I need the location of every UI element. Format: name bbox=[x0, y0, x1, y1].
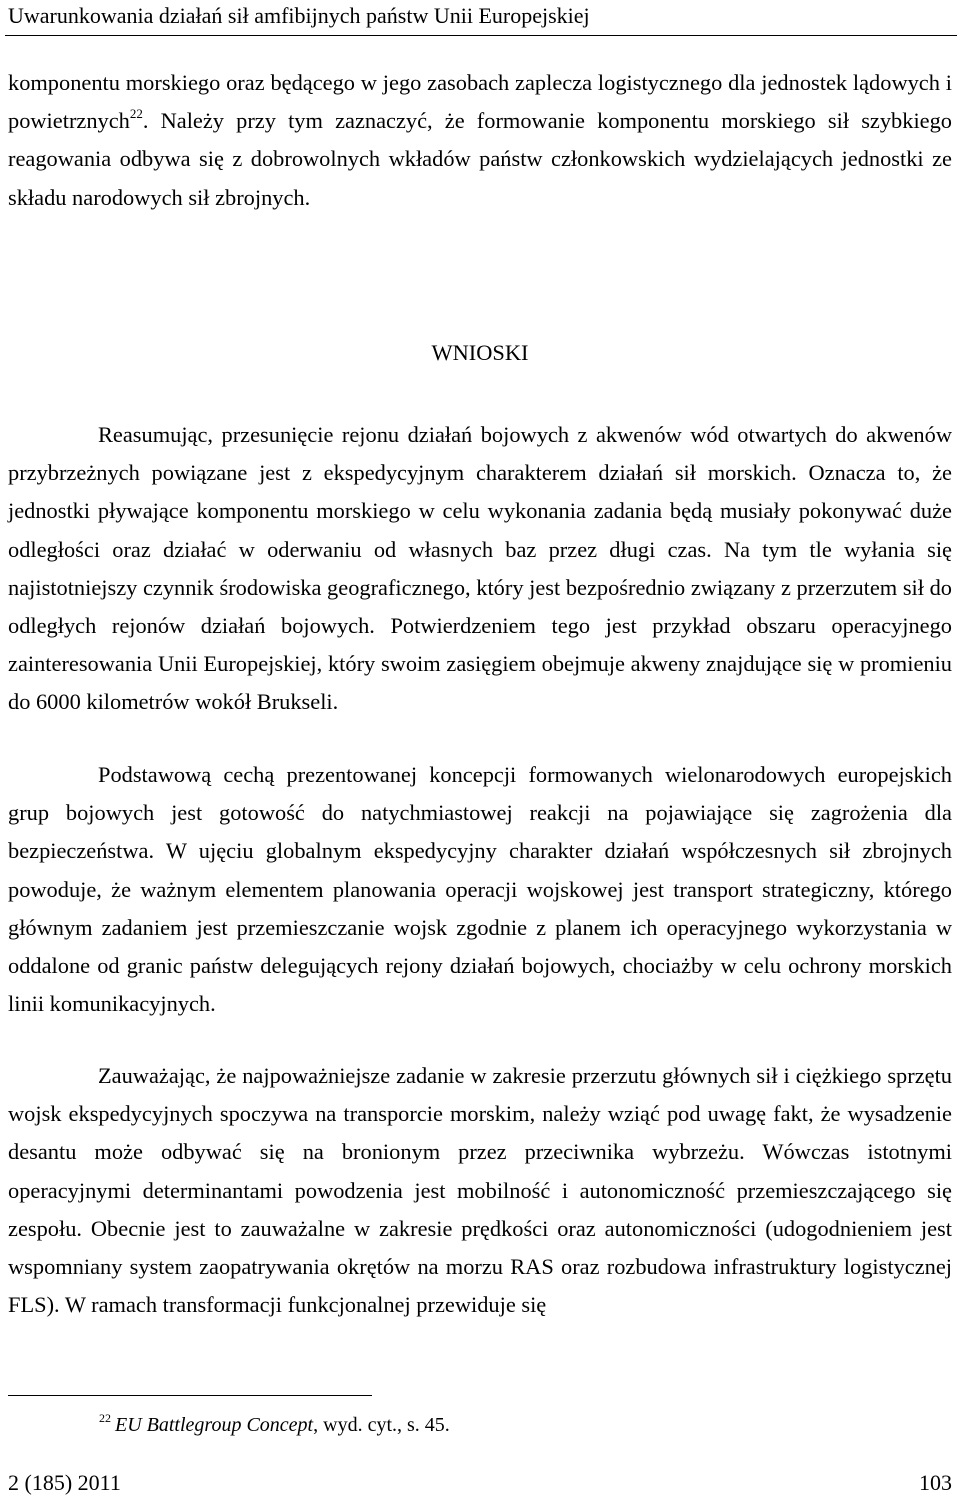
paragraph-conclusions-1: Reasumując, przesunięcie rejonu działań bojowych z akwenów wód otwartych do akwenów przybrzeżnych powiązane jest z ekspedycyjnym charakterem działań sił morskich. Oznacza to, że jednostki pływające komponentu morskiego w celu wykonania zadania będą musiały pokonywać duże odległości oraz działać w oderwaniu od własnych baz przez długi czas. Na tym tle wyłania się najistotniejszy czynnik środowiska geograficznego, który jest bezpośrednio związany z przerzutem sił do odległych rejonów działań bojowych. Potwierdzeniem tego jest przykład obszaru operacyjnego zainteresowania Unii Europejskiej, który swoim zasięgiem obejmuje akweny znajdujące się w promieniu do 6000 kilometrów wokół Brukseli. bbox=[8, 422, 952, 715]
paragraph-intro-text-2: . Należy przy tym zaznaczyć, że formowanie komponentu morskiego sił szybkiego reagowania odbywa się z dobrowolnych wkładów państw członkowskich wydzielających jednostki ze składu narodowych sił zbrojnych. bbox=[8, 108, 952, 210]
page-number: 103 bbox=[919, 1470, 952, 1495]
footnote-citation: , wyd. cyt., s. 45. bbox=[313, 1414, 450, 1436]
footnote-number: 22 bbox=[99, 1411, 111, 1425]
header-rule bbox=[5, 35, 957, 36]
footnote-title: EU Battlegroup Concept bbox=[115, 1414, 314, 1436]
running-title: Uwarunkowania działań sił amfibijnych państw Unii Europejskiej bbox=[8, 3, 590, 28]
paragraph-conclusions-2: Podstawową cechą prezentowanej koncepcji formowanych wielonarodowych europejskich grup bojowych jest gotowość do natychmiastowej reakcji na pojawiające się zagrożenia dla bezpieczeństwa. W ujęciu globalnym ekspedycyjny charakter działań współczesnych sił zbrojnych powoduje, że ważnym elementem planowania operacji wojskowej jest transport strategiczny, którego głównym zadaniem jest przemieszczanie wojsk zgodnie z planem ich operacyjnego wykorzystania w oddalone od granic państw delegujących rejony działań bojowych, chociażby w celu ochrony morskich linii komunikacyjnych. bbox=[8, 762, 952, 1017]
section-heading: WNIOSKI bbox=[431, 340, 529, 365]
paragraph-intro-text-1: komponentu morskiego oraz będącego w jego zasobach zaplecza logistycznego dla jednostek lądowych i powietrznych bbox=[8, 70, 952, 134]
paragraph-intro bbox=[8, 64, 952, 217]
paragraph-conclusions-3: Zauważając, że najpoważniejsze zadanie w zakresie przerzutu głównych sił i ciężkiego sprzętu wojsk ekspedycyjnych spoczywa na transporcie morskim, należy wziąć pod uwagę fakt, że wysadzenie desantu może odbywać się na bronionym przez przeciwnika wybrzeżu. Wówczas istotnymi operacyjnymi determinantami powodzenia jest mobilność i autonomiczność przemieszczającego się zespołu. Obecnie jest to zauważalne w zakresie prędkości oraz autonomiczności (udogodnieniem jest wspomniany system zaopatrywania okrętów na morzu RAS oraz rozbudowa infrastruktury logistycznej FLS). W ramach transformacji funkcjonalnej przewiduje się bbox=[8, 1063, 952, 1318]
footnote-reference[interactable]: 22 bbox=[129, 106, 143, 122]
footnote-rule bbox=[8, 1395, 372, 1396]
issue-number: 2 (185) 2011 bbox=[8, 1470, 121, 1495]
footnote bbox=[99, 1412, 450, 1438]
